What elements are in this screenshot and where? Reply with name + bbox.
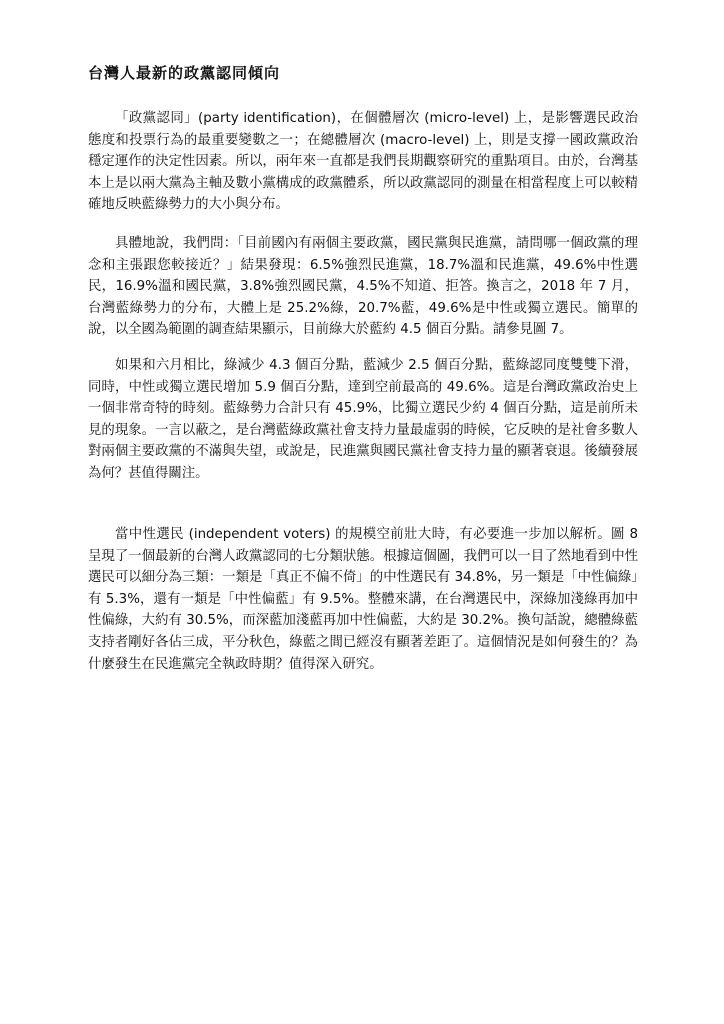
document-title: 台灣人最新的政黨認同傾向 [88,64,281,82]
paragraph-party-identification: 「政黨認同」(party identification)，在個體層次 (micro-level) 上，是影響選民政治態度和投票行為的最重要變數之一；在總體層次 (macro-level) 上，則是支撐一國政黨政治穩定運作的決定性因素。所以，兩年來一直都是我們長期觀察研究的重點項目。由於，台灣基本上是以兩大黨為主軸及數小黨構成的政黨體系，所以政黨認同的測量在相當程度上可以較精確地反映藍綠勢力的大小與分布。 [88,111,638,213]
paragraph-independent-voters: 當中性選民 (independent voters) 的規模空前壯大時，有必要進一步加以解析。圖 8 呈現了一個最新的台灣人政黨認同的七分類狀態。根據這個圖，我們可以一目了然地看到中性選民可以細分為三類：一類是「真正不偏不倚」的中性選民有 34.8%，另一類是「中性偏綠」有 5.3%，還有一類是「中性偏藍」有 9.5%。整體來講，在台灣選民中，深綠加淺綠再加中性偏綠，大約有 30.5%，而深藍加淺藍再加中性偏藍，大約是 30.2%。換句話說，總體綠藍支持者剛好各佔三成，平分秋色，綠藍之間已經沒有顯著差距了。這個情況是如何發生的？為什麼發生在民進黨完全執政時期？值得深入研究。 [88,527,638,672]
paragraph-june-comparison: 如果和六月相比，綠減少 4.3 個百分點，藍減少 2.5 個百分點，藍綠認同度雙雙下滑，同時，中性或獨立選民增加 5.9 個百分點，達到空前最高的 49.6%。這是台灣政黨政治史上一個非常奇特的時刻。藍綠勢力合計只有 45.9%，比獨立選民少約 4 個百分點，這是前所未見的現象。一言以蔽之，是台灣藍綠政黨社會支持力量最虛弱的時候，它反映的是社會多數人對兩個主要政黨的不滿與失望，或說是，民進黨與國民黨社會支持力量的顯著衰退。後續發展為何？甚值得關注。 [88,358,638,481]
paragraph-survey-results: 具體地說，我們問：「目前國內有兩個主要政黨，國民黨與民進黨，請問哪一個政黨的理念和主張跟您較接近？」結果發現：6.5%強烈民進黨，18.7%溫和民進黨，49.6%中性選民，16.9%溫和國民黨，3.8%強烈國民黨，4.5%不知道、拒答。換言之，2018 年 7 月，台灣藍綠勢力的分布，大體上是 25.2%綠，20.7%藍，49.6%是中性或獨立選民。簡單的說，以全國為範圍的調查結果顯示，目前綠大於藍約 4.5 個百分點。請參見圖 7。 [88,236,638,338]
